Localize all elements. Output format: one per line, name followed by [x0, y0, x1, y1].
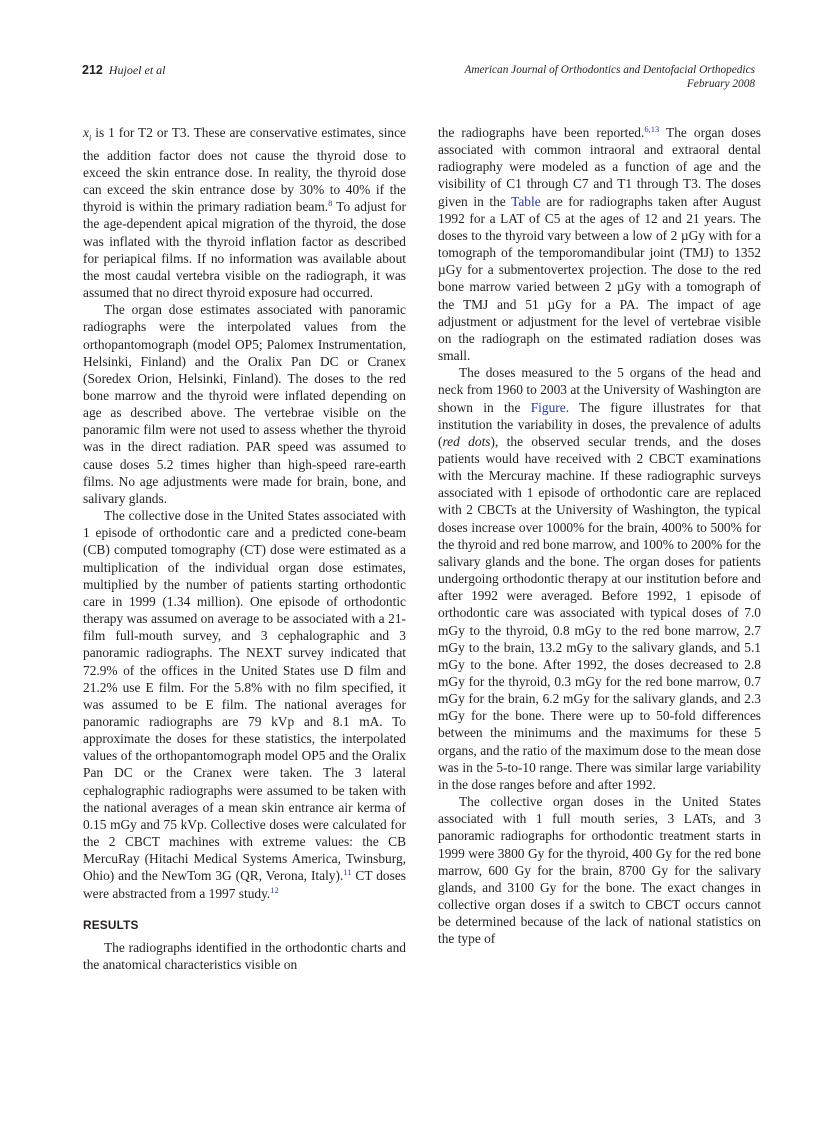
text-run: ), the observed secular trends, and the doses patients would have received with 2 CBCT examinations with the Mercuray machine. If these radiographic surveys associated with 1 episode of orthodontic care are replaced with 2 CBCTs at the University of Washington, the typical doses increase over 1000% for the brain, 400% to 500% for the thyroid and red bone marrow, and 100% to 200% for the salivary glands and the bone. The organ doses for patients undergoing orthodontic therapy at our institution before and after 1992 were averaged. Before 1992, 1 episode of orthodontic care was associated with typical doses of 7.0 mGy to the thyroid, 0.8 mGy to the red bone marrow, 2.7 mGy to the brain, 13.2 mGy to the salivary glands, and 5.1 mGy to the bone. After 1992, the doses decreased to 2.8 mGy for the thyroid, 0.3 mGy for the red bone marrow, 0.7 mGy for the brain, 6.2 mGy for the salivary glands, and 2.3 mGy for the bone. There were up to 50-fold differences between the minimums and the maximums for these 5 organs, and the ratio of the maximum dose to the mean dose was in the 5-to-10 range. There was similar large variability in the dose ranges before and after 1992. [438, 433, 761, 792]
page-number: 212 [82, 63, 103, 77]
citation-link[interactable]: 11 [343, 867, 352, 878]
running-header-right [464, 63, 755, 91]
paragraph [83, 507, 406, 902]
running-authors: Hujoel et al [108, 63, 166, 77]
text-run: The collective dose in the United States associated with 1 episode of orthodontic care and a predicted cone-beam (CB) computed tomography (CT) dose were estimated as a multiplication of the individual organ dose estimates, multiplied by the number of patients starting orthodontic care in 1999 (1.34 million). One episode of orthodontic therapy was assumed on average to be associated with a 21-film full-mouth survey, and 3 cephalographic and 3 panoramic radiographs. The NEXT survey indicated that 72.9% of the offices in the United States use D film and 21.2% use E film. For the 5.8% with no film specified, it was assumed to be E film. The national averages for panoramic radiographs are 79 kVp and 8.1 mA. To approximate the doses for these statistics, the interpolated values of the orthopantomograph model OP5 and the Oralix Pan DC or the Cranex were taken. The 3 lateral cephalographic radiographs were assumed to be taken with the national averages of a mean skin entrance air kerma of 0.15 mGy and 75 kVp. Collective doses were calculated for the 2 CBCT machines with extreme values: the CB MercuRay (Hitachi Medical Systems America, Twinsburg, Ohio) and the NewTom 3G (QR, Verona, Italy). [83, 508, 406, 884]
paragraph [83, 124, 406, 301]
math-subscript: i [88, 132, 92, 143]
issue-date: February 2008 [686, 78, 755, 90]
text-run: The doses measured to the 5 organs of the head and neck from 1960 to 2003 at the University of Washington are shown in the [438, 365, 761, 415]
table-link[interactable]: Table [511, 193, 541, 209]
section-heading: RESULTS [83, 917, 139, 932]
citation-link[interactable]: 6,13 [644, 124, 660, 134]
text-run: To adjust for the age-dependent apical migration of the thyroid, the dose was inflated with the thyroid inflation factor as described for periapical films. If no information was available about the most caudal vertebra visible on the radiograph, it was assumed that no direct thyroid exposure had occurred. [83, 199, 406, 301]
paragraph: The radiographs identified in the orthodontic charts and the anatomical characteristics visible on [83, 939, 406, 973]
right-column [438, 124, 761, 948]
running-header-left [82, 63, 166, 78]
text-run: . The figure illustrates for that institution the variability in doses, the prevalence of adults ( [438, 399, 761, 449]
text-run: are for radiographs taken after August 1992 for a LAT of C5 at the ages of 12 and 21 years. The doses to the thyroid vary between a low of 2 µGy with for a tomograph of the temporomandibular joint (TMJ) to 1352 µGy for a submentovertex projection. The dose to the red bone marrow varied between 2 µGy with a tomograph of the TMJ and 51 µGy for a PA. The impact of age adjustment or adjustment for the level of vertebrae visible on the radiograph on the estimated radiation doses was small. [438, 193, 761, 364]
journal-title: American Journal of Orthodontics and Dentofacial Orthopedics [464, 64, 755, 76]
citation-link[interactable]: 8 [328, 198, 333, 209]
paragraph: The organ dose estimates associated with panoramic radiographs were the interpolated values from the orthopantomograph (model OP5; Palomex Instrumentation, Helsinki, Finland) and the Oralix Pan DC or Cranex (Soredex Orion, Helsinki, Finland). The doses to the red bone marrow and the thyroid were inflated depending on age as described above. The vertebrae visible on the panoramic film were not used to assess whether the thyroid was in the direct radiation. PAR speed was assumed to cause doses 5.2 times higher than high-speed rare-earth films. No age adjustments were made for brain, bone, and salivary glands. [83, 302, 406, 506]
text-run: is 1 for T2 or T3. These are conservative estimates, since the addition factor does not cause the thyroid dose to exceed the skin entrance dose. In reality, the thyroid dose can exceed the skin entrance dose by 30% to 40% if the thyroid is within the primary radiation beam. [83, 125, 406, 215]
text-run: CT doses were abstracted from a 1997 study. [83, 868, 406, 901]
text-run: The organ doses associated with common intraoral and extraoral dental radiography were modeled as a function of age and the visibility of C1 through C7 and T1 through T3. The doses given in the [438, 125, 761, 209]
paragraph [438, 364, 761, 793]
math-variable: x [83, 125, 89, 140]
paragraph [438, 124, 761, 364]
paragraph: The collective organ doses in the United States associated with 1 full mouth series, 3 LATs, and 3 panoramic radiographs for orthodontic treatment starts in 1999 were 3800 Gy for the thyroid, 400 Gy for the red bone marrow, 600 Gy for the brain, 8700 Gy for the salivary glands, and 3100 Gy for the bone. The exact changes in collective organ doses if a switch to CBCT occurs cannot be determined because of the lack of national statistics on the type of [438, 794, 761, 947]
figure-link[interactable]: Figure [530, 399, 566, 415]
citation-link[interactable]: 12 [270, 884, 279, 895]
text-run: the radiographs have been reported. [438, 125, 645, 140]
left-column [83, 124, 406, 973]
italic-text: red dots [442, 433, 491, 449]
